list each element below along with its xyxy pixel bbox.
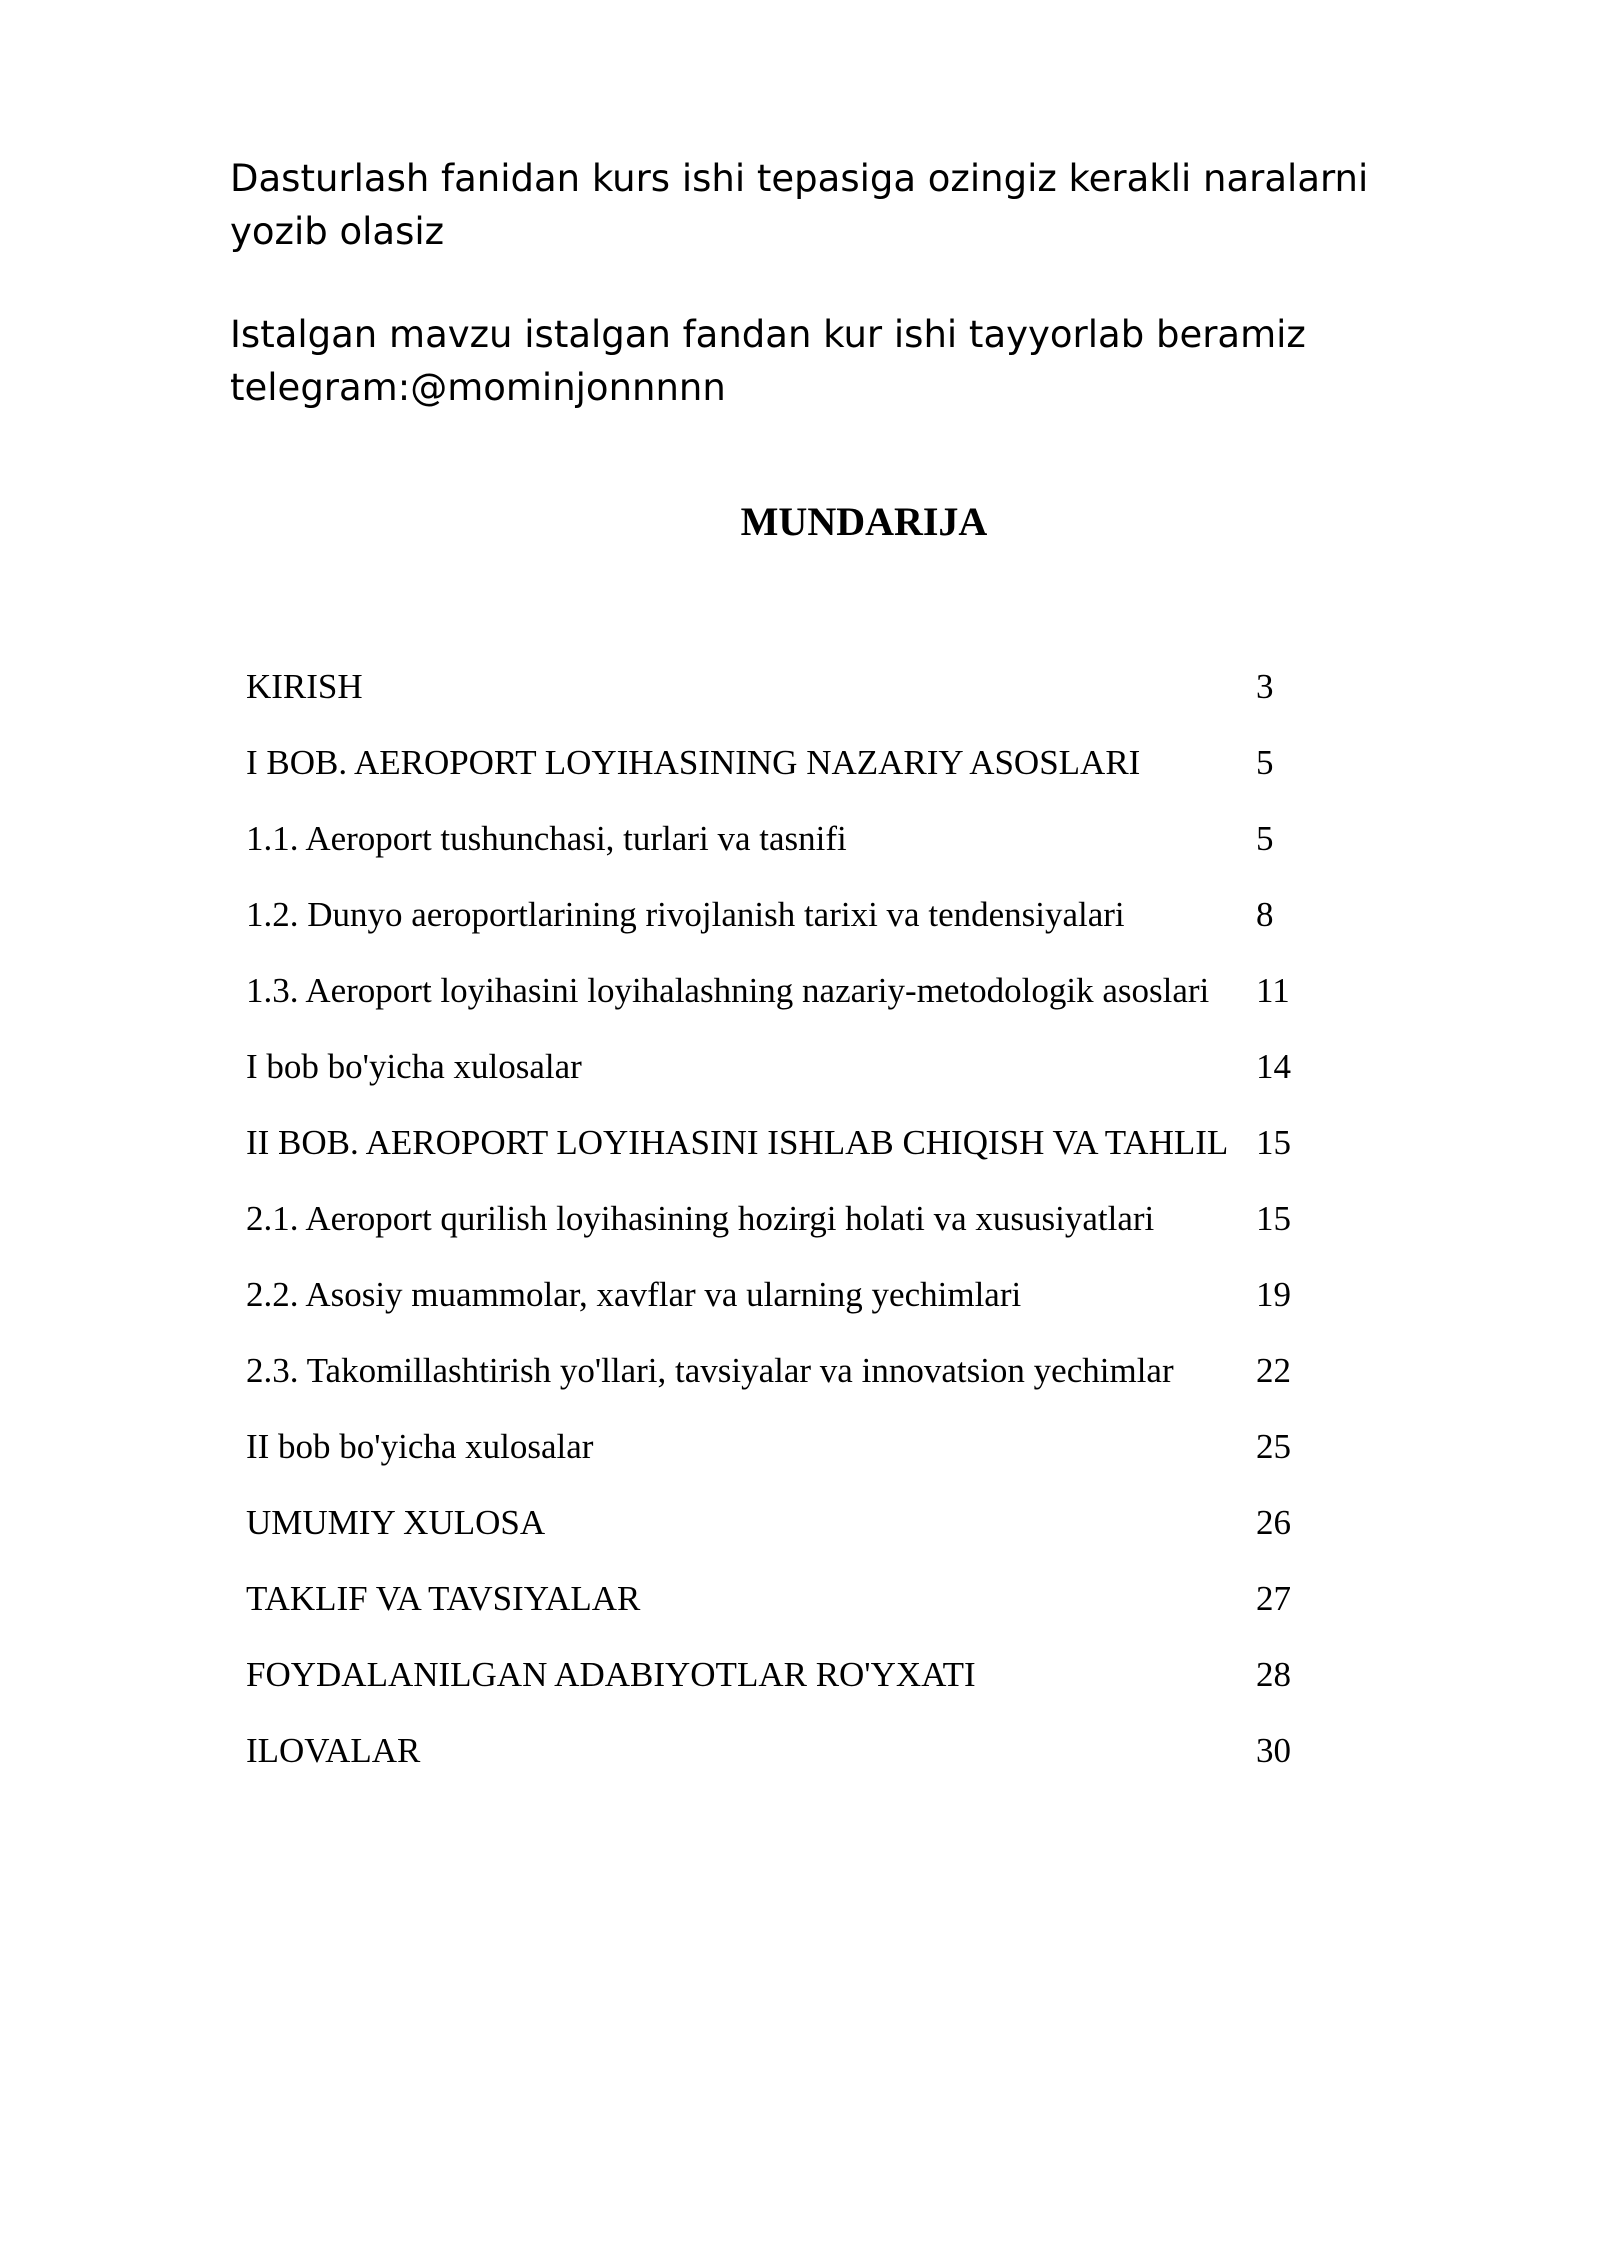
toc-row <box>246 962 1326 1019</box>
toc-row <box>246 886 1326 943</box>
toc-entry-label: I bob bo'yicha xulosalar <box>246 1047 582 1086</box>
toc-row <box>246 1342 1326 1399</box>
intro-text <box>230 152 1430 464</box>
toc-entry-page-number: 19 <box>1256 1275 1291 1314</box>
toc-row <box>246 1114 1326 1171</box>
toc-entry-label: 2.3. Takomillashtirish yo'llari, tavsiyalar va innovatsion yechimlar <box>246 1351 1174 1390</box>
toc-entry-page-number: 15 <box>1256 1123 1291 1162</box>
table-of-contents <box>246 658 1326 1798</box>
toc-entry-page-number: 11 <box>1256 971 1290 1010</box>
toc-entry-label: II BOB. AEROPORT LOYIHASINI ISHLAB CHIQISH VA TAHLIL <box>246 1123 1229 1162</box>
toc-entry-label: II bob bo'yicha xulosalar <box>246 1427 594 1466</box>
toc-row <box>246 1266 1326 1323</box>
intro-paragraph-1: Dasturlash fanidan kurs ishi tepasiga ozingiz kerakli naralarni yozib olasiz <box>230 157 1369 253</box>
toc-row <box>246 1646 1326 1703</box>
toc-entry-label: ILOVALAR <box>246 1731 421 1770</box>
toc-entry-page-number: 5 <box>1256 819 1274 858</box>
toc-entry-page-number: 14 <box>1256 1047 1291 1086</box>
toc-entry-page-number: 26 <box>1256 1503 1291 1542</box>
toc-entry-label: 1.3. Aeroport loyihasini loyihalashning nazariy-metodologik asoslari <box>246 971 1210 1010</box>
toc-entry-page-number: 3 <box>1256 667 1274 706</box>
toc-entry-label: UMUMIY XULOSA <box>246 1503 546 1542</box>
toc-row <box>246 1570 1326 1627</box>
toc-entry-page-number: 8 <box>1256 895 1274 934</box>
toc-entry-page-number: 27 <box>1256 1579 1291 1618</box>
toc-entry-page-number: 28 <box>1256 1655 1291 1694</box>
toc-row <box>246 734 1326 791</box>
toc-entry-label: 2.1. Aeroport qurilish loyihasining hozirgi holati va xususiyatlari <box>246 1199 1155 1238</box>
intro-paragraph-2 <box>230 308 1430 414</box>
page-title: MUNDARIJA <box>740 499 988 544</box>
intro-paragraph-2-line-1: Istalgan mavzu istalgan fandan kur ishi tayyorlab beramiz <box>230 313 1306 356</box>
toc-entry-page-number: 15 <box>1256 1199 1291 1238</box>
toc-entry-label: FOYDALANILGAN ADABIYOTLAR RO'YXATI <box>246 1655 976 1694</box>
toc-entry-label: I BOB. AEROPORT LOYIHASINING NAZARIY ASOSLARI <box>246 743 1141 782</box>
toc-entry-page-number: 5 <box>1256 743 1274 782</box>
toc-row <box>246 658 1326 715</box>
toc-entry-page-number: 22 <box>1256 1351 1291 1390</box>
toc-entry-label: TAKLIF VA TAVSIYALAR <box>246 1579 641 1618</box>
toc-row <box>246 1494 1326 1551</box>
toc-row <box>246 1190 1326 1247</box>
toc-row <box>246 1418 1326 1475</box>
toc-row <box>246 1722 1326 1779</box>
toc-row <box>246 810 1326 867</box>
toc-row <box>246 1038 1326 1095</box>
toc-entry-label: KIRISH <box>246 667 363 706</box>
telegram-contact: telegram:@mominjonnnnn <box>230 366 726 409</box>
toc-entry-page-number: 25 <box>1256 1427 1291 1466</box>
toc-entry-page-number: 30 <box>1256 1731 1291 1770</box>
toc-entry-label: 1.2. Dunyo aeroportlarining rivojlanish tarixi va tendensiyalari <box>246 895 1125 934</box>
toc-entry-label: 1.1. Aeroport tushunchasi, turlari va tasnifi <box>246 819 847 858</box>
toc-entry-label: 2.2. Asosiy muammolar, xavflar va ularning yechimlari <box>246 1275 1022 1314</box>
